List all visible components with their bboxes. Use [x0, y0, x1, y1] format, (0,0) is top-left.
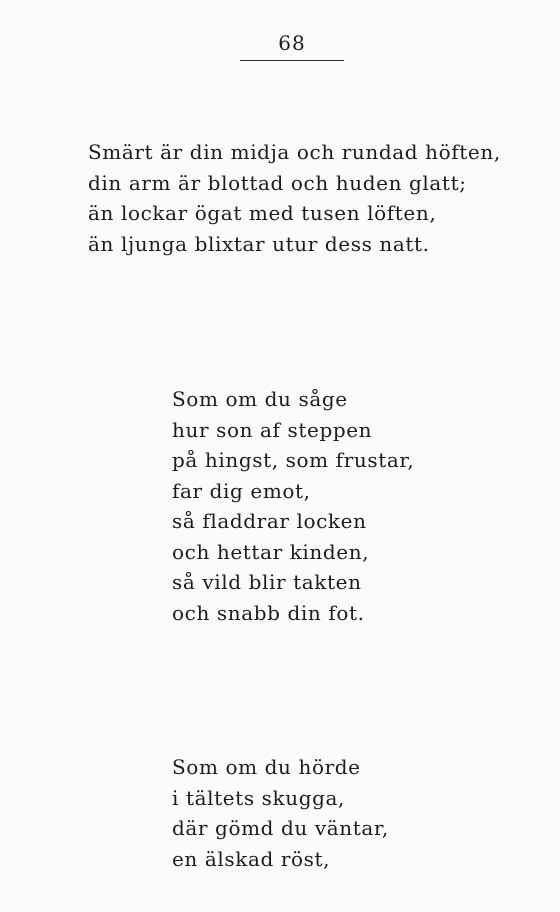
verse-line: där gömd du väntar,: [172, 816, 389, 840]
verse-line: Smärt är din midja och rundad höften,: [88, 140, 501, 164]
verse-line: så fladdrar locken: [172, 509, 367, 533]
stanza-2: [172, 384, 414, 628]
verse-line: och snabb din fot.: [172, 600, 365, 625]
verse-line: hur son af steppen: [172, 417, 373, 442]
verse-line: än ljunga blixtar utur dess natt.: [88, 231, 430, 256]
verse-line: och hettar kinden,: [172, 539, 370, 564]
verse-line: än lockar ögat med tusen löften,: [88, 201, 437, 225]
verse-line: i tältets skugga,: [172, 785, 345, 810]
page-number: 68: [278, 31, 306, 55]
verse-line: Som om du såge: [172, 387, 348, 411]
verse-line: Som om du hörde: [172, 755, 361, 779]
verse-line: på hingst, som frustar,: [172, 448, 415, 472]
verse-line: far dig emot,: [172, 478, 311, 503]
stanza-3: [172, 752, 389, 874]
verse-line: så vild blir takten: [172, 570, 362, 594]
verse-line: en älskad röst,: [172, 846, 331, 871]
page-number-rule: [240, 60, 344, 61]
verse-line: din arm är blottad och huden glatt;: [88, 170, 467, 195]
stanza-1: [88, 137, 501, 259]
